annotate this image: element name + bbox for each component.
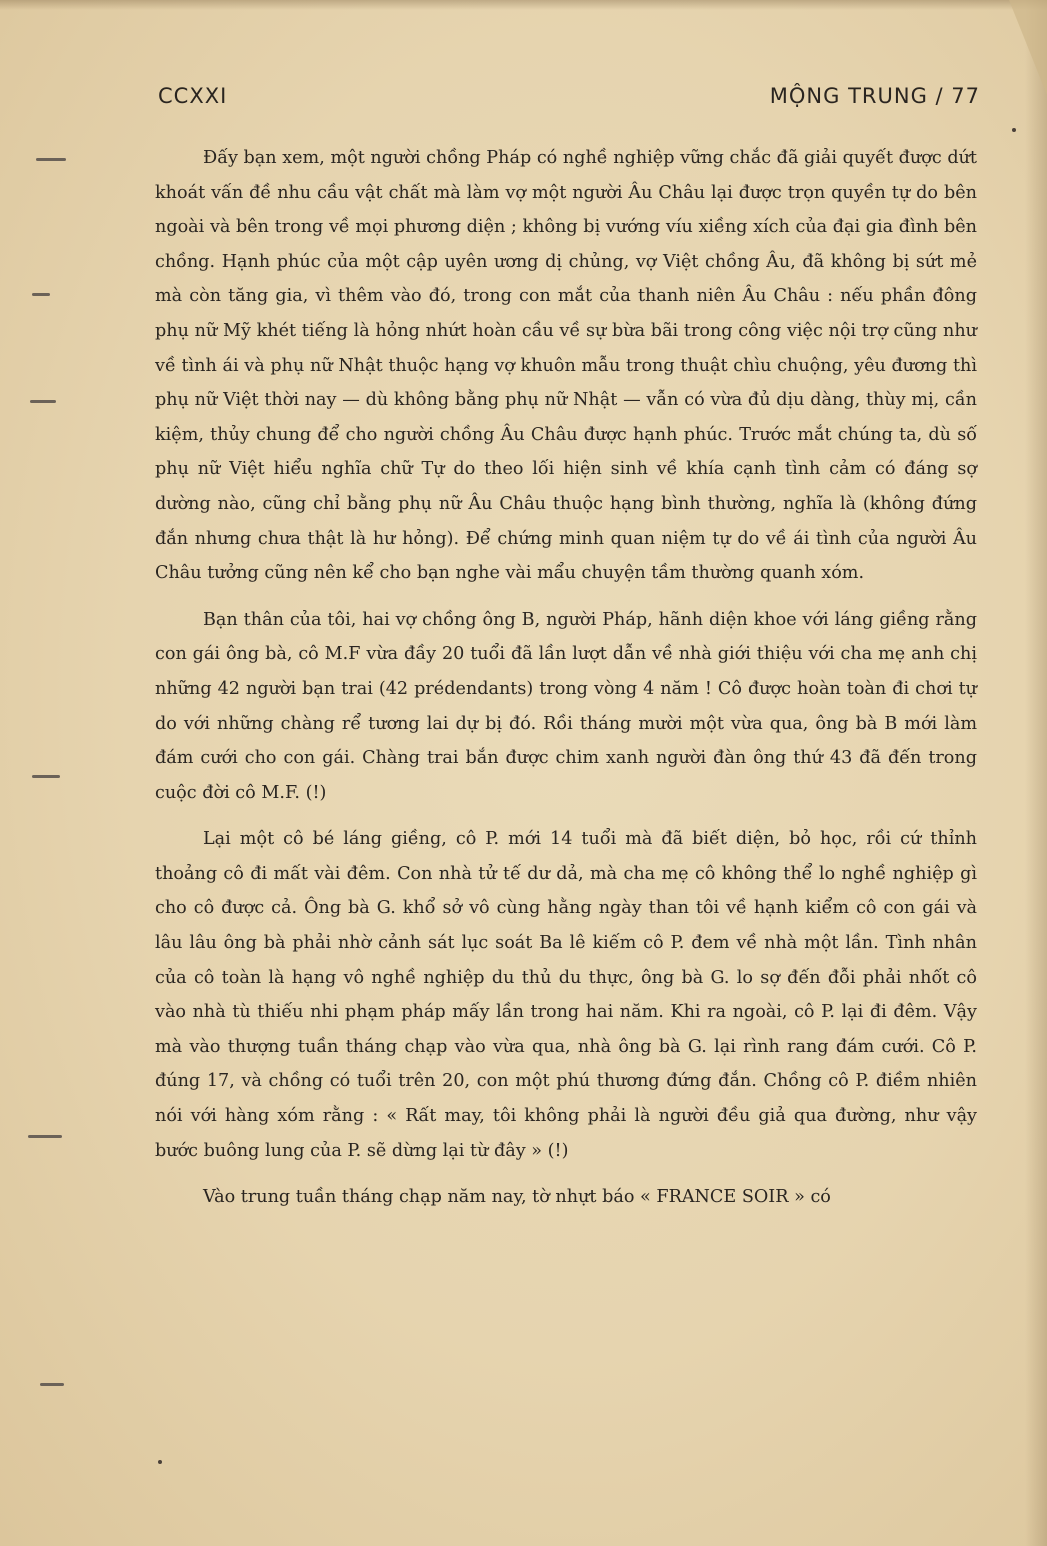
binding-mark [40,1383,64,1386]
page-header [158,84,980,114]
paragraph: Vào trung tuần tháng chạp năm nay, tờ nhựt báo « FRANCE SOIR » có [203,1187,831,1208]
corner-fold [1009,0,1047,95]
binding-mark [32,775,60,778]
body-text [155,141,977,1215]
ink-speck [158,1460,162,1464]
binding-mark [32,293,50,296]
page-top-shadow [0,0,1047,10]
binding-mark [28,1135,62,1138]
paragraph: Lại một cô bé láng giềng, cô P. mới 14 tuổi mà đã biết diện, bỏ học, rồi cứ thỉnh thoảng cô đi mất vài đêm. Con nhà tử tế dư dả, mà cha mẹ cô không thể lo nghề nghiệp gì cho cô được cả. Ông bà G. khổ sở vô cùng hằng ngày than tôi về hạnh kiểm cô con gái và lâu lâu ông bà phải nhờ cảnh sát lục soát Ba lê kiếm cô P. đem về nhà một lần. Tình nhân của cô toàn là hạng vô nghề nghiệp du thủ du thực, ông bà G. lo sợ đến đỗi phải nhốt cô vào nhà tù thiếu nhi phạm pháp mấy lần trong hai năm. Khi ra ngoài, cô P. lại đi đêm. Vậy mà vào thượng tuần tháng chạp vào vừa qua, nhà ông bà G. lại rình rang đám cưới. Cô P. đúng 17, và chồng có tuổi trên 20, con một phú thương đứng đắn. Chồng cô P. điềm nhiên nói với hàng xóm rằng : « Rất may, tôi không phải là người đều giả qua đường, như vậy bước buông lung của P. sẽ dừng lại từ đây » (!) [155,829,977,1161]
chapter-number: CCXXI [158,84,228,108]
page-right-shadow [1025,0,1047,1546]
binding-mark [30,400,56,403]
binding-mark [36,158,66,161]
paragraph: Bạn thân của tôi, hai vợ chồng ông B, người Pháp, hãnh diện khoe với láng giềng rằng con gái ông bà, cô M.F vừa đầy 20 tuổi đã lần lượt dẫn về nhà giới thiệu với cha mẹ anh chị những 42 người bạn trai (42 prédendants) trong vòng 4 năm ! Cô được hoàn toàn đi chơi tự do với những chàng rể tương lai dự bị đó. Rồi tháng mười một vừa qua, ông bà B mới làm đám cưới cho con gái. Chàng trai bắn được chim xanh người đàn ông thứ 43 đã đến trong cuộc đời cô M.F. (!) [155,609,977,803]
paragraph: Đấy bạn xem, một người chồng Pháp có nghề nghiệp vững chắc đã giải quyết được dứt khoát vấn đề nhu cầu vật chất mà làm vợ một người Âu Châu lại được trọn quyền tự do bên ngoài và bên trong về mọi phương diện ; không bị vướng víu xiềng xích của đại gia đình bên chồng. Hạnh phúc của một cập uyên ương dị chủng, vợ Việt chồng Âu, đã không bị sứt mẻ mà còn tăng gia, vì thêm vào đó, trong con mắt của thanh niên Âu Châu : nếu phần đông phụ nữ Mỹ khét tiếng là hỏng nhứt hoàn cầu về sự bừa bãi trong công việc nội trợ cũng như về tình ái và phụ nữ Nhật thuộc hạng vợ khuôn mẫu trong thuật chìu chuộng, yêu đương thì phụ nữ Việt thời nay — dù không bằng phụ nữ Nhật — vẫn có vừa đủ dịu dàng, thùy mị, cần kiệm, thủy chung để cho người chồng Âu Châu được hạnh phúc. Trước mắt chúng ta, dù số phụ nữ Việt hiểu nghĩa chữ Tự do theo lối hiện sinh về khía cạnh tình cảm có đáng sợ dường nào, cũng chỉ bằng phụ nữ Âu Châu thuộc hạng bình thường, nghĩa là (không đứng đắn nhưng chưa thật là hư hỏng). Để chứng minh quan niệm tự do về ái tình của người Âu Châu tưởng cũng nên kể cho bạn nghe vài mẩu chuyện tầm thường quanh xóm. [155,148,977,584]
running-title-page-number: MỘNG TRUNG / 77 [769,84,980,108]
ink-speck [1012,128,1016,132]
